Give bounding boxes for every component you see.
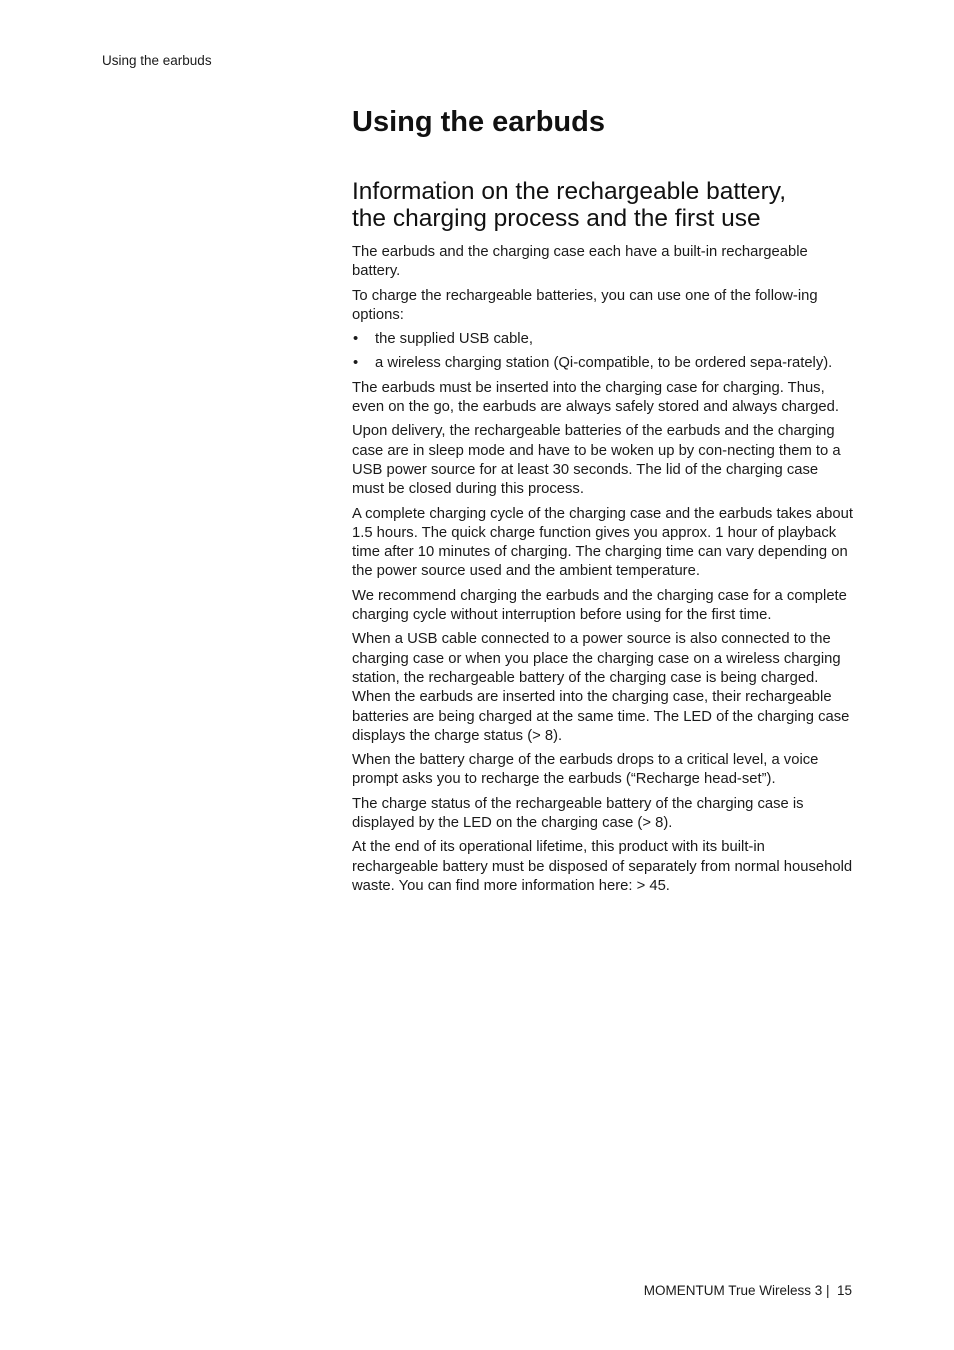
paragraph-insert-for-charging: The earbuds must be inserted into the charging case for charging. Thus, even on the go, the earbuds are always safely stored and always charged. xyxy=(352,379,839,416)
list-item-text: the supplied USB cable, xyxy=(375,331,533,348)
charging-options-list xyxy=(352,330,854,374)
paragraph-charge-status: The charge status of the rechargeable battery of the charging case is displayed by the LED on the charging case (> 8). xyxy=(352,795,804,832)
page-footer: MOMENTUM True Wireless 3 | 15 xyxy=(643,1283,852,1298)
paragraph-charging-options: To charge the rechargeable batteries, you can use one of the follow-ing options: xyxy=(352,287,818,323)
bullet-icon: • xyxy=(353,331,359,348)
paragraph-critical-level: When the battery charge of the earbuds drops to a critical level, a voice prompt asks you to recharge the earbuds (“Recharge head-set”). xyxy=(352,752,819,788)
list-item-text: a wireless charging station (Qi-compatible, to be ordered sepa-rately). xyxy=(375,355,833,372)
running-header: Using the earbuds xyxy=(102,53,212,68)
body-text xyxy=(352,243,854,896)
page-title: Using the earbuds xyxy=(352,106,605,138)
section-title-line-1: Information on the rechargeable battery, xyxy=(352,178,787,205)
main-content xyxy=(352,100,854,901)
section-title xyxy=(352,178,854,232)
list-item xyxy=(352,354,854,373)
bullet-icon: • xyxy=(353,355,359,372)
list-item xyxy=(352,330,854,349)
paragraph-charging-case: When a USB cable connected to a power source is also connected to the charging case or when you place the charging case on a wireless charging station, the rechargeable battery of the charging case is being charged. When the earbuds are inserted into the charging case, their rechargeable batteries are being charged at the same time. The LED of the charging case displays the charge status (> 8). xyxy=(352,631,850,744)
paragraph-first-use: We recommend charging the earbuds and the charging case for a complete charging cycle without interruption before using for the first time. xyxy=(352,587,847,624)
section-title-line-2: the charging process and the first use xyxy=(352,205,761,232)
paragraph-built-in-battery: The earbuds and the charging case each have a built-in rechargeable battery. xyxy=(352,244,808,280)
paragraph-sleep-mode: Upon delivery, the rechargeable batteries of the earbuds and the charging case are in sleep mode and have to be woken up by con-necting them to a USB power source for at least 30 seconds. The lid of the charging case must be closed during this process. xyxy=(352,423,841,498)
paragraph-disposal: At the end of its operational lifetime, this product with its built-in rechargeable battery must be disposed of separately from normal household waste. You can find more information here: > 45. xyxy=(352,839,853,894)
paragraph-charging-cycle: A complete charging cycle of the charging case and the earbuds takes about 1.5 hours. The quick charge function gives you approx. 1 hour of playback time after 10 minutes of charging. The charging time can vary depending on the power source used and the ambient temperature. xyxy=(352,505,853,580)
